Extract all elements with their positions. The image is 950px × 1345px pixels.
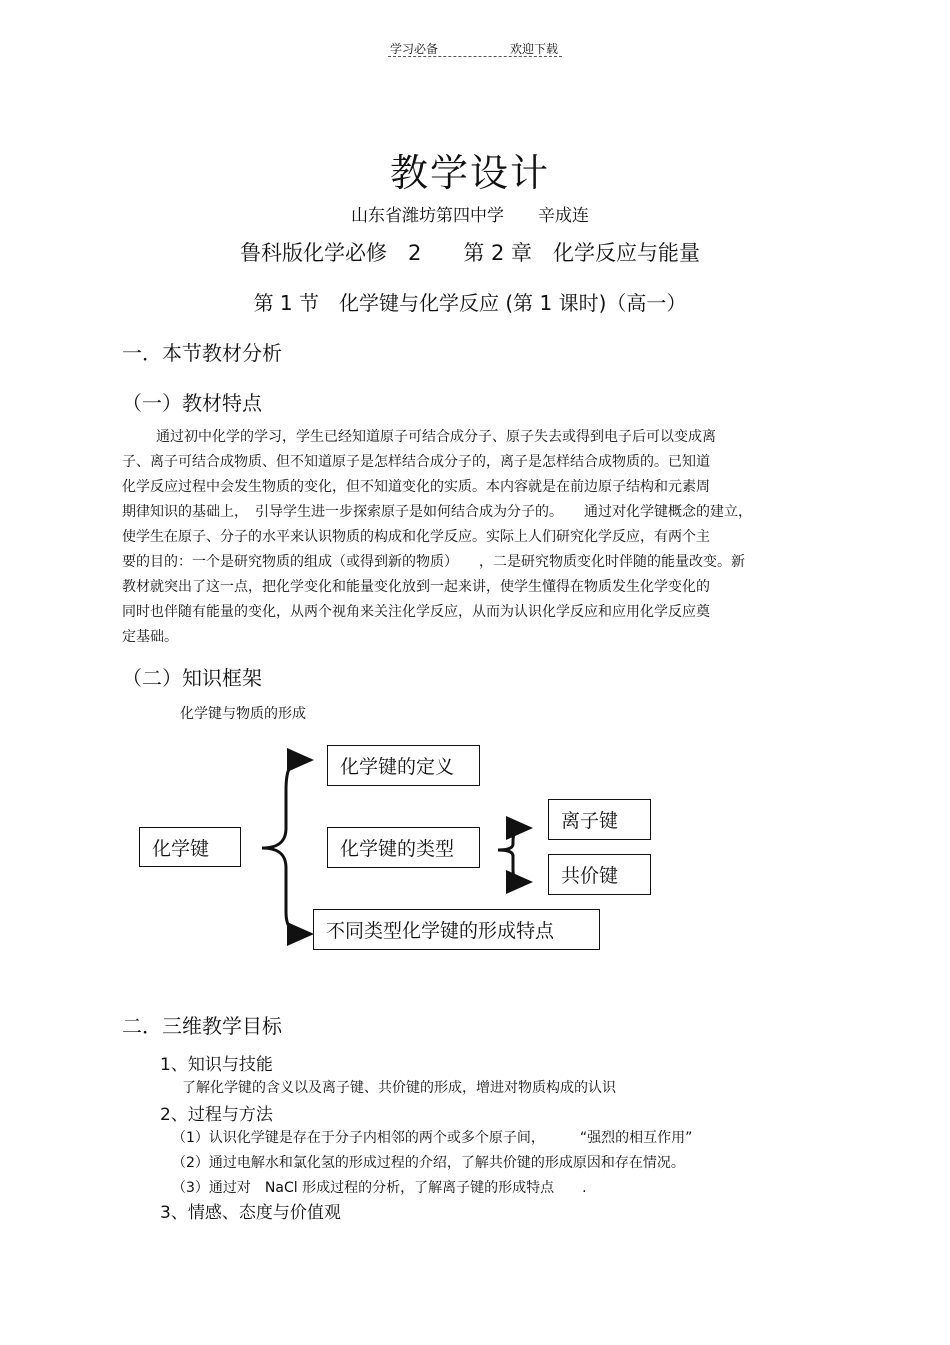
node-definition: 化学键的定义 [327,745,480,786]
course-line: 鲁科版化学必修 2 第 2 章 化学反应与能量 [239,241,701,265]
lesson-line: 第 1 节 化学键与化学反应 (第 1 课时)（高一） [253,291,687,315]
goal2-title: 2、过程与方法 [160,1105,273,1125]
paragraph-line: 化学反应过程中会发生物质的变化，但不知道变化的实质。本内容就是在前边原子结构和元素周 [122,479,710,495]
paragraph-line: 子、离子可结合成物质、但不知道原子是怎样结合成分子的，离子是怎样结合成物质的。已知道 [122,454,710,470]
paragraph-line: 期律知识的基础上， 引导学生进一步探索原子是如何结合成为分子的。 通过对化学键概念的建立， [122,504,752,520]
goal2-item: （1）认识化学键是存在于分子内相邻的两个或多个原子间， “强烈的相互作用” [172,1130,693,1146]
node-formation: 不同类型化学键的形成特点 [313,909,600,950]
paragraph-line: 教材就突出了这一点，把化学变化和能量变化放到一起来讲，使学生懂得在物质发生化学变化的 [122,579,710,595]
paragraph-line: 要的目的：一个是研究物质的组成（或得到新的物质） ，二是研究物质变化时伴随的能量改变。新 [122,554,745,570]
node-types: 化学键的类型 [327,827,480,868]
node-ionic: 离子键 [548,799,651,840]
header-right: 欢迎下载 [510,42,559,56]
goal2-item: （2）通过电解水和氯化氢的形成过程的介绍，了解共价键的形成原因和存在情况。 [172,1155,685,1171]
paragraph-line: 通过初中化学的学习，学生已经知道原子可结合成分子、原子失去或得到电子后可以变成离 [156,429,716,445]
school-author: 山东省潍坊第四中学 辛成连 [351,206,589,226]
section1-sub1: （一）教材特点 [122,391,262,415]
node-covalent: 共价键 [548,854,651,895]
goal3-title: 3、情感、态度与价值观 [160,1203,341,1223]
section2-heading: 二．三维教学目标 [122,1014,282,1038]
page-title: 教学设计 [389,151,550,195]
framework-caption: 化学键与物质的形成 [180,706,306,722]
paragraph-line: 同时也伴随有能量的变化，从两个视角来关注化学反应，从而为认识化学反应和应用化学反应奠 [122,604,710,620]
section1-heading: 一．本节教材分析 [122,341,282,365]
paragraph-line: 定基础。 [122,629,178,645]
section1-sub2: （二）知识框架 [122,666,262,690]
goal1-title: 1、知识与技能 [160,1055,273,1075]
goal1-text: 了解化学键的含义以及离子键、共价键的形成，增进对物质构成的认识 [182,1080,616,1096]
paragraph-line: 使学生在原子、分子的水平来认识物质的构成和化学反应。实际上人们研究化学反应，有两个主 [122,529,710,545]
node-root: 化学键 [139,827,241,867]
brace-small [498,828,525,882]
brace-main [262,760,307,934]
header-left: 学习必备 [390,42,439,56]
goal2-item: （3）通过对 NaCl 形成过程的分析，了解离子键的形成特点 . [172,1180,587,1196]
